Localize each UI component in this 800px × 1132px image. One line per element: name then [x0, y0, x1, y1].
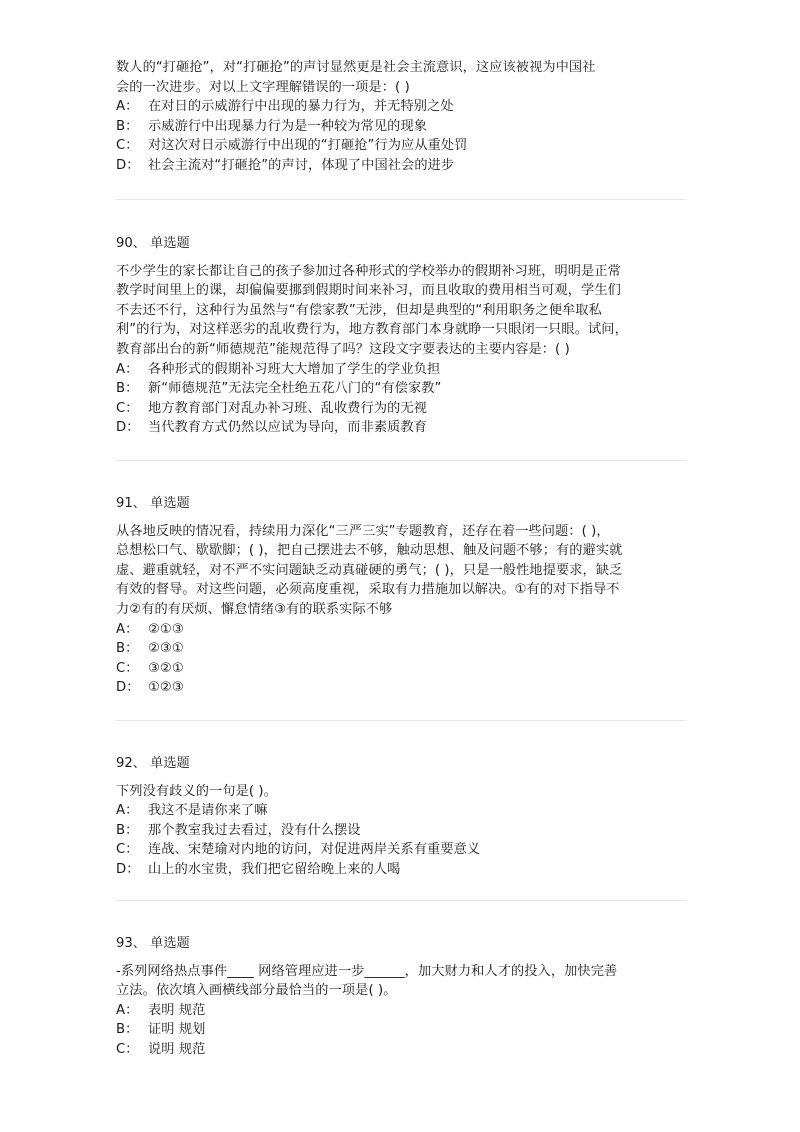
option-text: 山上的水宝贵，我们把它留给晚上来的人喝	[148, 861, 401, 877]
question-heading: 90、 单选题	[116, 236, 190, 251]
option-letter: C：	[116, 400, 139, 416]
option-letter: B：	[116, 1022, 139, 1038]
option-a	[116, 360, 686, 380]
stem-line: 教学时间里上的课，却偏偏要挪到假期时间来补习，而且收取的费用相当可观，学生们	[116, 283, 621, 299]
option-b	[116, 117, 686, 137]
option-a	[116, 801, 686, 821]
option-letter: C：	[116, 1041, 139, 1057]
option-c	[116, 659, 686, 679]
stem-line: -系列网络热点事件____ 网络管理应进一步______，加大财力和人才的投入，加快完善	[116, 963, 618, 979]
stem-line: 数人的“打砸抢”，对“打砸抢”的声讨显然更是社会主流意识，这应该被视为中国社	[116, 60, 596, 75]
option-letter: B：	[116, 118, 139, 134]
option-text: 新“师德规范”无法完全杜绝五花八门的“有偿家教”	[148, 381, 442, 397]
option-text: 地方教育部门对乱办补习班、乱收费行为的无视	[148, 400, 428, 416]
stem-line: 会的一次进步。对以上文字理解错误的一项是：( )	[116, 79, 410, 95]
option-letter: B：	[116, 641, 139, 657]
option-a	[116, 1001, 686, 1021]
question-89	[116, 58, 686, 176]
option-b	[116, 379, 686, 399]
stem-line: 总想松口气、歇歇脚；( )，把自己摆进去不够，触动思想、触及问题不够；有的避实就	[116, 543, 623, 559]
option-a	[116, 97, 686, 117]
section-divider	[116, 460, 686, 461]
stem-line: 不少学生的家长都让自己的孩子参加过各种形式的学校举办的假期补习班，明明是正常	[116, 263, 621, 279]
option-b	[116, 821, 686, 841]
stem-line: 利”的行为，对这样恶劣的乱收费行为，地方教育部门本身就睁一只眼闭一只眼。试问，	[116, 322, 628, 338]
stem-line: 教育部出台的新“师德规范”能规范得了吗？这段文字要表达的主要内容是：( )	[116, 341, 570, 357]
stem-line: 虚、避重就轻，对不严不实问题缺乏动真碰硬的勇气；( )，只是一般性地提要求，缺乏	[116, 562, 623, 578]
section-divider	[116, 720, 686, 721]
stem-line: 从各地反映的情况看，持续用力深化“三严三实”专题教育，还存在着一些问题：( )，	[116, 523, 610, 539]
stem-line: 立法。依次填入画横线部分最恰当的一项是( )。	[116, 983, 397, 999]
option-d	[116, 156, 686, 176]
option-text: ②①③	[148, 621, 184, 637]
option-letter: A：	[116, 621, 139, 637]
section-divider	[116, 900, 686, 901]
option-text: 各种形式的假期补习班大大增加了学生的学业负担	[148, 361, 441, 377]
question-91	[116, 494, 686, 698]
option-letter: D：	[116, 420, 140, 436]
question-92	[116, 754, 686, 880]
option-letter: D：	[116, 157, 140, 173]
section-divider	[116, 199, 686, 200]
option-d	[116, 860, 686, 880]
option-c	[116, 136, 686, 156]
question-stem	[116, 522, 686, 620]
option-text: 那个教室我过去看过，没有什么摆设	[148, 822, 361, 838]
option-text: 连战、宋楚瑜对内地的访问，对促进两岸关系有重要意义	[148, 842, 481, 858]
stem-line: 力②有的有厌烦、懈怠情绪③有的联系实际不够	[116, 601, 393, 617]
option-text: ②③①	[148, 641, 184, 657]
option-text: 说明 规范	[148, 1041, 206, 1057]
option-text: 对这次对日示威游行中出现的“打砸抢”行为应从重处罚	[148, 138, 468, 154]
stem-line: 有效的督导。对这些问题，必须高度重视，采取有力措施加以解决。①有的对下指导不	[116, 582, 620, 598]
question-stem	[116, 262, 686, 360]
option-d	[116, 418, 686, 438]
option-d	[116, 678, 686, 698]
option-text: 当代教育方式仍然以应试为导向，而非素质教育	[148, 420, 428, 436]
question-heading: 91、 单选题	[116, 496, 190, 511]
option-b	[116, 639, 686, 659]
option-letter: B：	[116, 381, 139, 397]
question-90	[116, 234, 686, 438]
option-c	[116, 399, 686, 419]
option-letter: D：	[116, 861, 140, 877]
option-c	[116, 1040, 686, 1060]
stem-line: 下列没有歧义的一句是( )。	[116, 783, 277, 799]
question-heading: 92、 单选题	[116, 756, 190, 771]
option-text: 我这不是请你来了嘛	[148, 803, 268, 819]
option-letter: A：	[116, 803, 139, 819]
question-stem	[116, 782, 686, 802]
option-text: 示威游行中出现暴力行为是一种较为常见的现象	[148, 118, 428, 134]
option-letter: C：	[116, 842, 139, 858]
option-letter: A：	[116, 361, 139, 377]
option-letter: A：	[116, 1002, 139, 1018]
option-letter: B：	[116, 822, 139, 838]
stem-line: 不去还不行，这种行为虽然与“有偿家教”无涉，但却是典型的“利用职务之便牟取私	[116, 302, 602, 318]
option-text: ①②③	[148, 680, 184, 696]
question-93	[116, 934, 686, 1060]
option-text: 在对日的示威游行中出现的暴力行为，并无特别之处	[148, 99, 454, 115]
option-text: 社会主流对“打砸抢”的声讨，体现了中国社会的进步	[148, 157, 455, 173]
option-text: 表明 规范	[148, 1002, 206, 1018]
question-stem	[116, 58, 686, 97]
option-b	[116, 1020, 686, 1040]
question-stem	[116, 962, 686, 1001]
question-heading: 93、 单选题	[116, 936, 190, 951]
option-letter: A：	[116, 99, 139, 115]
option-c	[116, 840, 686, 860]
option-text: ③②①	[148, 660, 184, 676]
option-a	[116, 620, 686, 640]
option-text: 证明 规划	[148, 1022, 206, 1038]
option-letter: C：	[116, 138, 139, 154]
option-letter: D：	[116, 680, 140, 696]
option-letter: C：	[116, 660, 139, 676]
